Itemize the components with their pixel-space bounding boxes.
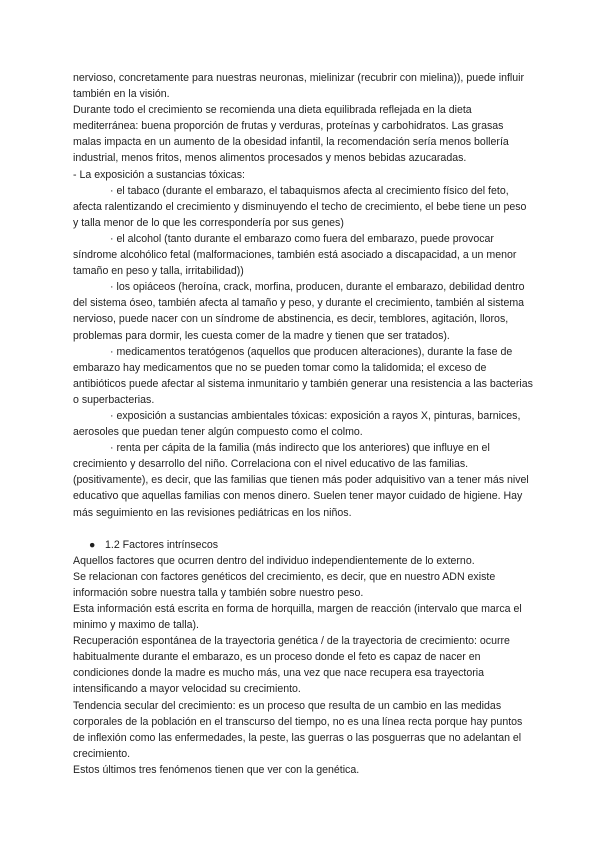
item-tobacco: · el tabaco (durante el embarazo, el tabaquismos afecta al crecimiento físico del feto, afecta ralentizando el crecimiento y disminuyendo el techo de crecimiento, el bebe tiene un peso y talla menor de lo que les correspondería por sus genes) bbox=[73, 184, 527, 229]
item-medications: · medicamentos teratógenos (aquellos que producen alteraciones), durante la fase de embarazo hay medicamentos que no se pueden tomar como la talidomida; el exceso de antibióticos puede afectar al sistema inmunitario y también generar una resistencia a las bacterias o superbacterias. bbox=[73, 345, 533, 406]
paragraph-reaction-margin: Esta información está escrita en forma de horquilla, margen de reacción (intervalo que marca el minimo y maximo de talla). bbox=[73, 603, 522, 632]
paragraph-vision: nervioso, concretamente para nuestras neuronas, mielinizar (recubrir con mielina)), puede influir también en la visión. bbox=[73, 72, 525, 101]
paragraph-toxic-intro: - La exposición a sustancias tóxicas: bbox=[73, 168, 245, 181]
paragraph-genetic-factors: Se relacionan con factores genéticos del crecimiento, es decir, que en nuestro ADN existe información sobre nuestra talla y también sobre nuestro peso. bbox=[73, 570, 496, 599]
paragraph-spontaneous-recovery: Recuperación espontánea de la trayectoria genética / de la trayectoria de crecimiento: ocurre habitualmente durante el embarazo, es un proceso donde el feto es capaz de nacer en condiciones donde la madre es mucho más, una vez que nace recupera esa trayectoria intensificando a mayor velocidad su crecimiento. bbox=[73, 635, 510, 696]
paragraph-conclusion: Estos últimos tres fenómenos tienen que ver con la genética. bbox=[73, 763, 360, 776]
paragraph-intrinsic-definition: Aquellos factores que ocurren dentro del individuo independientemente de lo externo. bbox=[73, 554, 475, 567]
paragraph-secular-trend: Tendencia secular del crecimiento: es un proceso que resulta de un cambio en las medidas corporales de la población en el transcurso del tiempo, no es una línea recta porque hay puntos de inflexión como las enfermedades, la peste, las guerras o las posguerras que no adelantan el crecimiento. bbox=[73, 699, 523, 760]
section-heading bbox=[73, 537, 533, 553]
section-heading-text: 1.2 Factores intrínsecos bbox=[105, 538, 219, 551]
document-body bbox=[73, 70, 533, 778]
item-environmental: · exposición a sustancias ambientales tóxicas: exposición a rayos X, pinturas, barnices, aerosoles que puedan tener algún compuesto como el colmo. bbox=[73, 409, 521, 439]
item-opiates: · los opiáceos (heroína, crack, morfina, producen, durante el embarazo, debilidad dentro del sistema óseo, también afecta al tamaño y peso, y durante el crecimiento, también al sistema nervioso, puede nacer con un síndrome de abstinencia, es decir, temblores, agitación, lloros, problemas para dormir, les cuesta comer de la madre y tienen que ser tratados). bbox=[73, 281, 525, 342]
bullet-icon: ● bbox=[89, 538, 96, 551]
paragraph-diet: Durante todo el crecimiento se recomienda una dieta equilibrada reflejada en la dieta mediterránea: buena proporción de frutas y verduras, proteínas y carbohidratos. Las grasas malas impacta en un aumento de la obesidad infantil, la recomendación sería menos bollería industrial, menos fritos, menos alimentos procesados y menos bebidas azucaradas. bbox=[73, 104, 509, 165]
item-alcohol: · el alcohol (tanto durante el embarazo como fuera del embarazo, puede provocar síndrome alcohólico fetal (malformaciones, también está asociado a discapacidad, a un menor tamaño en peso y talla, irritabilidad)) bbox=[73, 232, 517, 278]
item-income: · renta per cápita de la familia (más indirecto que los anteriores) que influye en el crecimiento y desarrollo del niño. Correlaciona con el nivel educativo de las familias.(positivamente), es decir, que las familias que tienen más poder adquisitivo van a tener más nivel educativo que aquellas familias con menos dinero. Suelen tener mayor cuidado de higiene. Hay más seguimiento en las revisiones pediátricas en los niños. bbox=[73, 442, 529, 519]
